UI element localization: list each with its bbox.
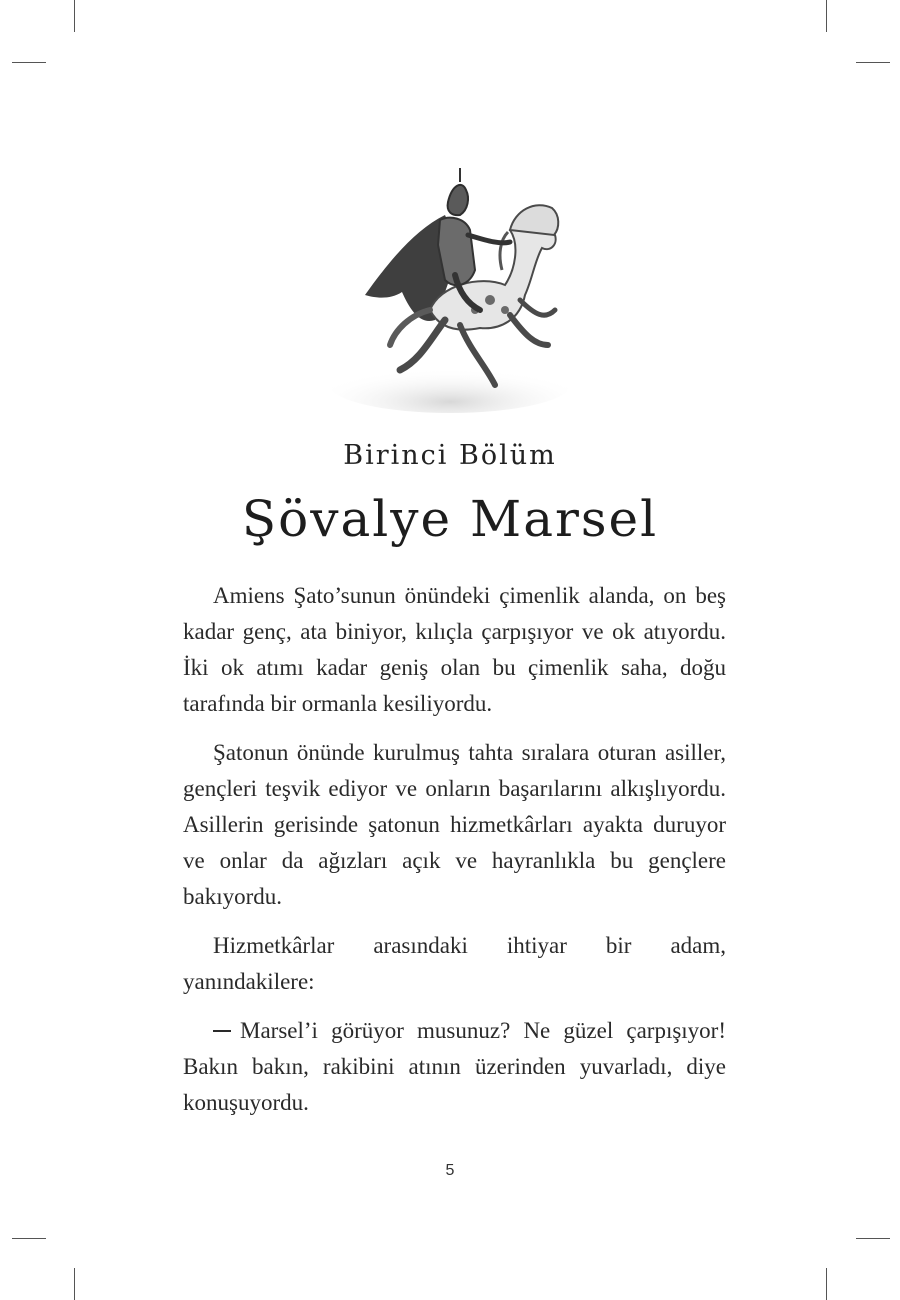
crop-mark xyxy=(826,1268,827,1300)
crop-mark xyxy=(12,62,46,63)
dialog-paragraph xyxy=(183,1013,726,1121)
crop-mark xyxy=(74,1268,75,1300)
dialog-text: Marsel’i görüyor musunuz? Ne güzel çarpışıyor! Bakın bakın, rakibini atının üzerinden yuvarladı, diye konuşuyordu. xyxy=(183,1018,726,1115)
crop-mark xyxy=(856,1238,890,1239)
crop-mark xyxy=(12,1238,46,1239)
paragraph: Şatonun önünde kurulmuş tahta sıralara oturan asiller, gençleri teşvik ediyor ve onların başarılarını alkışlıyordu. Asillerin gerisinde şatonun hizmetkârları ayakta duruyor ve onlar da ağızları açık ve hayranlıkla bu gençlere bakıyordu. xyxy=(183,740,726,909)
paragraph: Hizmetkârlar arasındaki ihtiyar bir adam, yanındakilere: xyxy=(183,933,726,994)
paragraph: Amiens Şato’sunun önündeki çimenlik alanda, on beş kadar genç, ata biniyor, kılıçla çarpışıyor ve ok atıyordu. İki ok atımı kadar geniş olan bu çimenlik saha, doğu tarafında bir ormanla kesiliyordu. xyxy=(183,583,726,716)
body-text xyxy=(183,578,726,1134)
crop-mark xyxy=(856,62,890,63)
chapter-title: Şövalye Marsel xyxy=(241,490,659,548)
dialog-dash xyxy=(213,1030,231,1032)
knight-on-horse-illustration xyxy=(320,160,580,415)
chapter-label: Birinci Bölüm xyxy=(343,440,557,471)
crop-mark xyxy=(74,0,75,32)
crop-mark xyxy=(826,0,827,32)
page-number: 5 xyxy=(445,1162,455,1179)
